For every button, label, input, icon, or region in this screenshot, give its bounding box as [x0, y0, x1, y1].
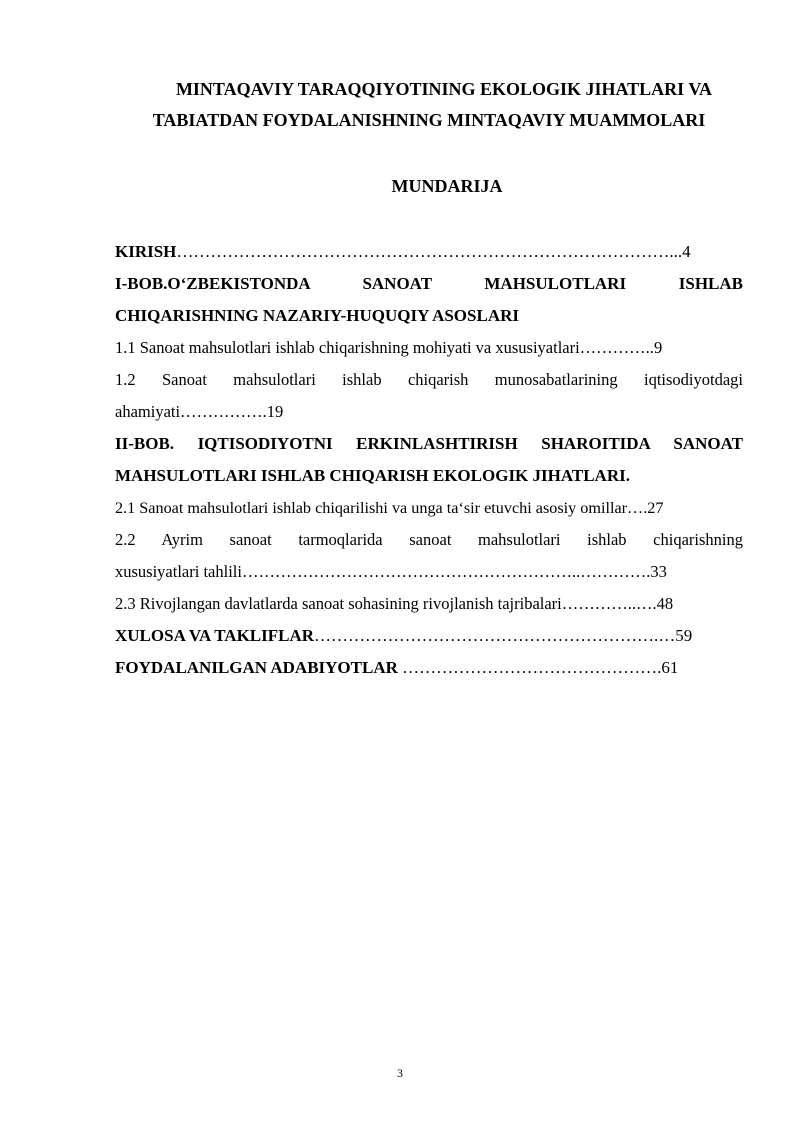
toc-page-number: 9 [653, 338, 663, 357]
document-title [115, 74, 743, 136]
toc-entry-2-3 [115, 588, 743, 620]
table-of-contents [115, 236, 743, 684]
toc-page-number: 33 [650, 562, 667, 581]
toc-entry-line: 2.2 Ayrim sanoat tarmoqlarida sanoat mahsulotlari ishlab chiqarishning [115, 530, 743, 549]
toc-page-number: 19 [266, 402, 284, 421]
title-line-1: MINTAQAVIY TARAQQIYOTINING EKOLOGIK JIHATLARI VA [175, 79, 713, 99]
toc-entry-intro [115, 236, 743, 268]
toc-entry-line-end [115, 556, 743, 588]
toc-entry-label: FOYDALANILGAN ADABIYOTLAR [115, 658, 398, 677]
toc-chapter-line: I-BOB.O‘ZBEKISTONDA SANOAT MAHSULOTLARI ISHLAB [115, 274, 743, 293]
toc-page-number: 59 [675, 626, 693, 645]
toc-entry-text: 2.1 Sanoat mahsulotlari ishlab chiqarilishi va unga ta‘sir etuvchi asosiy omillar…. [115, 499, 648, 517]
toc-entry-text: xususiyatlari tahlili……………………………………………………..…………. [115, 562, 651, 581]
toc-page-number: 4 [682, 242, 691, 261]
toc-entry-text: ahamiyati……………. [115, 402, 267, 421]
toc-entry-label: KIRISH [115, 242, 177, 261]
toc-entry-conclusion [115, 620, 743, 652]
toc-chapter-2 [115, 428, 743, 492]
toc-page-number: 48 [656, 594, 674, 613]
toc-page-number: 61 [661, 658, 679, 677]
toc-chapter-line: CHIQARISHNING NAZARIY-HUQUQIY ASOSLARI [115, 306, 519, 325]
toc-entry-references [115, 652, 743, 684]
toc-entry-text: 2.3 Rivojlangan davlatlarda sanoat sohasining rivojlanish tajribalari…………..…. [115, 594, 657, 613]
toc-chapter-1 [115, 268, 743, 332]
page-number: 3 [397, 1066, 403, 1080]
title-line-2: TABIATDAN FOYDALANISHNING MINTAQAVIY MUAMMOLARI [152, 110, 706, 130]
toc-entry-2-1 [115, 492, 743, 524]
toc-page-number: 27 [647, 499, 664, 517]
toc-entry-line-end [115, 396, 743, 428]
toc-leader-dots: …………………………………………………….… [314, 626, 676, 645]
toc-entry-text: 1.1 Sanoat mahsulotlari ishlab chiqarishning mohiyati va xususiyatlari………….. [115, 338, 654, 357]
toc-entry-2-2 [115, 524, 743, 588]
toc-chapter-line: II-BOB. IQTISODIYOTNI ERKINLASHTIRISH SHAROITIDA SANOAT [115, 434, 743, 453]
contents-heading: MUNDARIJA [391, 176, 503, 196]
toc-entry-1-1 [115, 332, 743, 364]
toc-leader-dots: ……………………………………………………………………………... [176, 242, 683, 261]
toc-leader-dots: ………………………………………. [397, 658, 662, 677]
toc-entry-label: XULOSA VA TAKLIFLAR [115, 626, 315, 645]
toc-chapter-line: MAHSULOTLARI ISHLAB CHIQARISH EKOLOGIK JIHATLARI. [115, 466, 630, 485]
toc-entry-line: 1.2 Sanoat mahsulotlari ishlab chiqarish munosabatlarining iqtisodiyotdagi [115, 370, 743, 389]
toc-entry-1-2 [115, 364, 743, 428]
